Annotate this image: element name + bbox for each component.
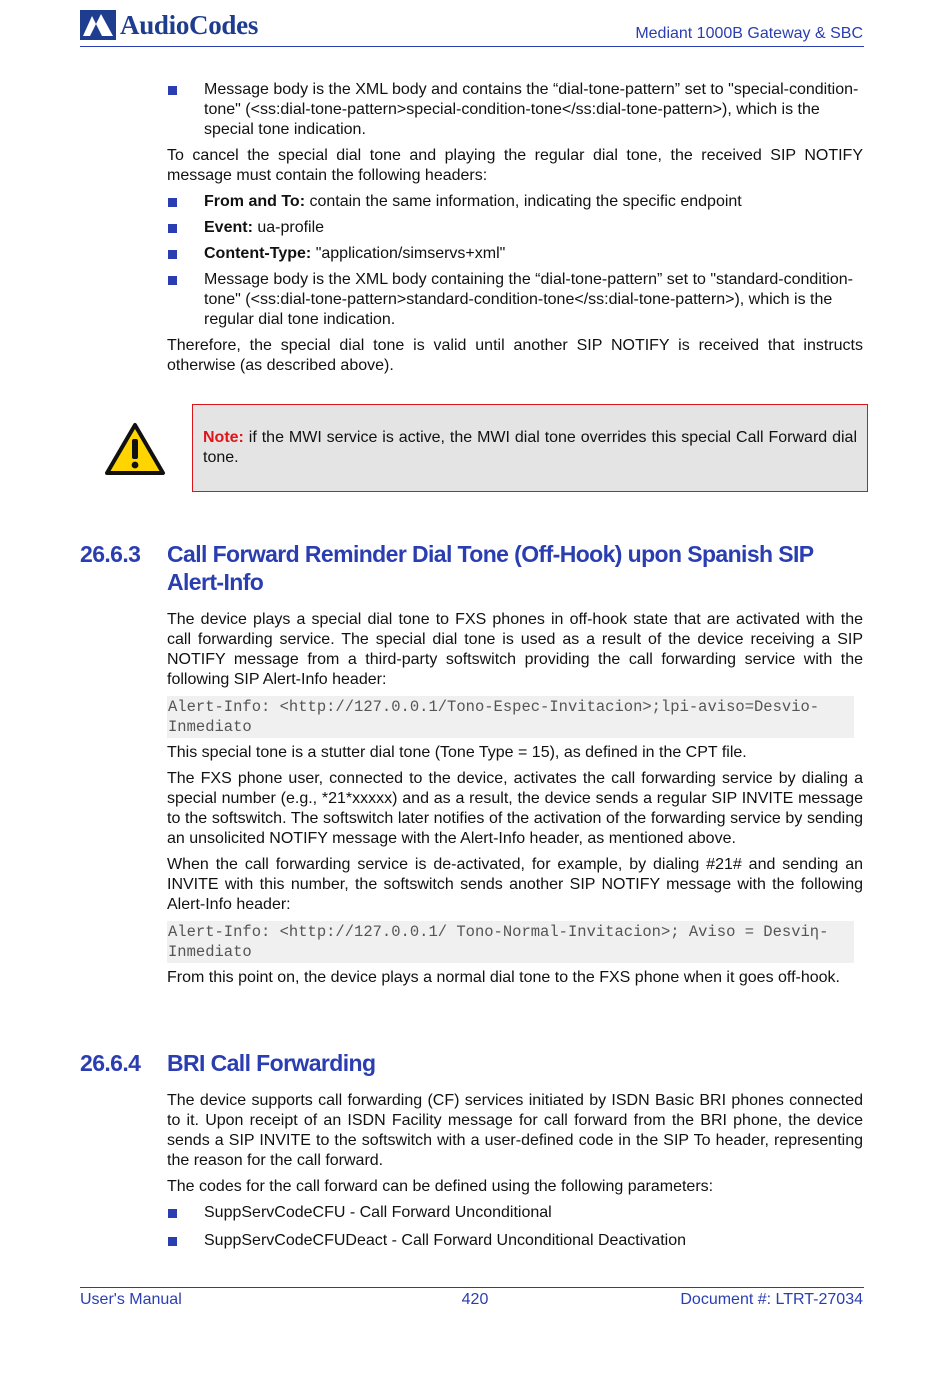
warning-triangle-icon [104, 422, 166, 476]
logo-text: AudioCodes [120, 9, 259, 40]
bullet-content-type [167, 244, 863, 264]
footer-document-number: Document #: LTRT-27034 [680, 1291, 863, 1308]
bullet-from-to [167, 192, 863, 212]
section-26-6-3-body [167, 610, 863, 994]
section-number: 26.6.3 [80, 541, 141, 567]
audiocodes-logo [80, 8, 258, 42]
audiocodes-logo-mark-icon [80, 10, 116, 40]
footer-manual-title: User's Manual [80, 1291, 182, 1308]
section-paragraph: This special tone is a stutter dial tone (Tone Type = 15), as defined in the CPT file. [167, 744, 747, 761]
bullet-param: SuppServCodeCFUDeact - Call Forward Unconditional Deactivation [167, 1231, 863, 1251]
bullet-event [167, 218, 863, 238]
bullet-param: SuppServCodeCFU - Call Forward Unconditional [167, 1203, 863, 1223]
bullet-text: ua-profile [252, 219, 325, 236]
bullet-label: Event: [204, 219, 253, 236]
intro-content [167, 80, 863, 382]
note-body: if the MWI service is active, the MWI dial tone overrides this special Call Forward dial tone. [203, 429, 857, 466]
section-number: 26.6.4 [80, 1050, 141, 1076]
bullet-text: contain the same information, indicating the specific endpoint [305, 193, 742, 210]
bullet-label: From and To: [204, 193, 306, 210]
note-text [203, 428, 857, 468]
note-box [192, 404, 868, 492]
section-paragraph: The device plays a special dial tone to FXS phones in off-hook state that are activated with the call forwarding service. The special dial tone is used as a result of the device receiving a SIP NOTIFY message from a third-party softswitch providing the call forwarding service with the following SIP Alert-Info header: [167, 611, 863, 688]
note-callout [100, 404, 868, 492]
code-block-alert-info-normal: Alert-Info: <http://127.0.0.1/ Tono-Normal-Invitacion>; Aviso = Desviη-Inmediato [167, 921, 854, 963]
section-paragraph: The FXS phone user, connected to the device, activates the call forwarding service by dialing a special number (e.g., *21*xxxxx) and as a result, the device sends a regular SIP INVITE message to the softswitch. The softswitch later notifies of the activation of the forwarding service by sending an unsolicited NOTIFY message with the Alert-Info header, as mentioned above. [167, 770, 863, 847]
section-paragraph: The device supports call forwarding (CF) services initiated by ISDN Basic BRI phones connected to it. Upon receipt of an ISDN Facility message for call forward from the BRI phone, the device sends a SIP INVITE to the softswitch with a user-defined code in the SIP To header, representing the reason for the call forward. [167, 1092, 863, 1169]
section-26-6-4-body [167, 1091, 863, 1257]
therefore-paragraph: Therefore, the special dial tone is valid until another SIP NOTIFY is received that instructs otherwise (as described above). [167, 337, 863, 374]
section-title: BRI Call Forwarding [167, 1050, 376, 1076]
bullet-label: Content-Type: [204, 245, 312, 262]
note-label: Note: [203, 429, 244, 446]
header-divider [80, 46, 864, 47]
bullet-text: "application/simservs+xml" [311, 245, 506, 262]
code-block-alert-info: Alert-Info: <http://127.0.0.1/Tono-Espec-Invitacion>;lpi-aviso=Desvio-Inmediato [167, 696, 854, 738]
section-paragraph: When the call forwarding service is de-activated, for example, by dialing #21# and sending an INVITE with this number, the softswitch sends another SIP NOTIFY message with the following Alert-Info header: [167, 856, 863, 913]
footer-page-number: 420 [461, 1291, 489, 1308]
section-paragraph: The codes for the call forward can be defined using the following parameters: [167, 1178, 714, 1195]
footer-divider [80, 1287, 864, 1288]
section-paragraph: From this point on, the device plays a normal dial tone to the FXS phone when it goes off-hook. [167, 969, 840, 986]
section-title: Call Forward Reminder Dial Tone (Off-Hook) upon Spanish SIP Alert-Info [167, 541, 814, 595]
bullet-special-tone: Message body is the XML body and contains the “dial-tone-pattern” set to "special-condition-tone" (<ss:dial-tone-pattern>special-condition-tone</ss:dial-tone-pattern>), which is the special tone indication. [167, 80, 863, 140]
header-title: Mediant 1000B Gateway & SBC [635, 25, 863, 42]
cancel-paragraph: To cancel the special dial tone and playing the regular dial tone, the received SIP NOTIFY message must contain the following headers: [167, 147, 863, 184]
bullet-standard-tone: Message body is the XML body containing the “dial-tone-pattern” set to "standard-condition-tone" (<ss:dial-tone-pattern>standard-condition-tone</ss:dial-tone-pattern>), which is the regular dial tone indication. [167, 270, 863, 330]
